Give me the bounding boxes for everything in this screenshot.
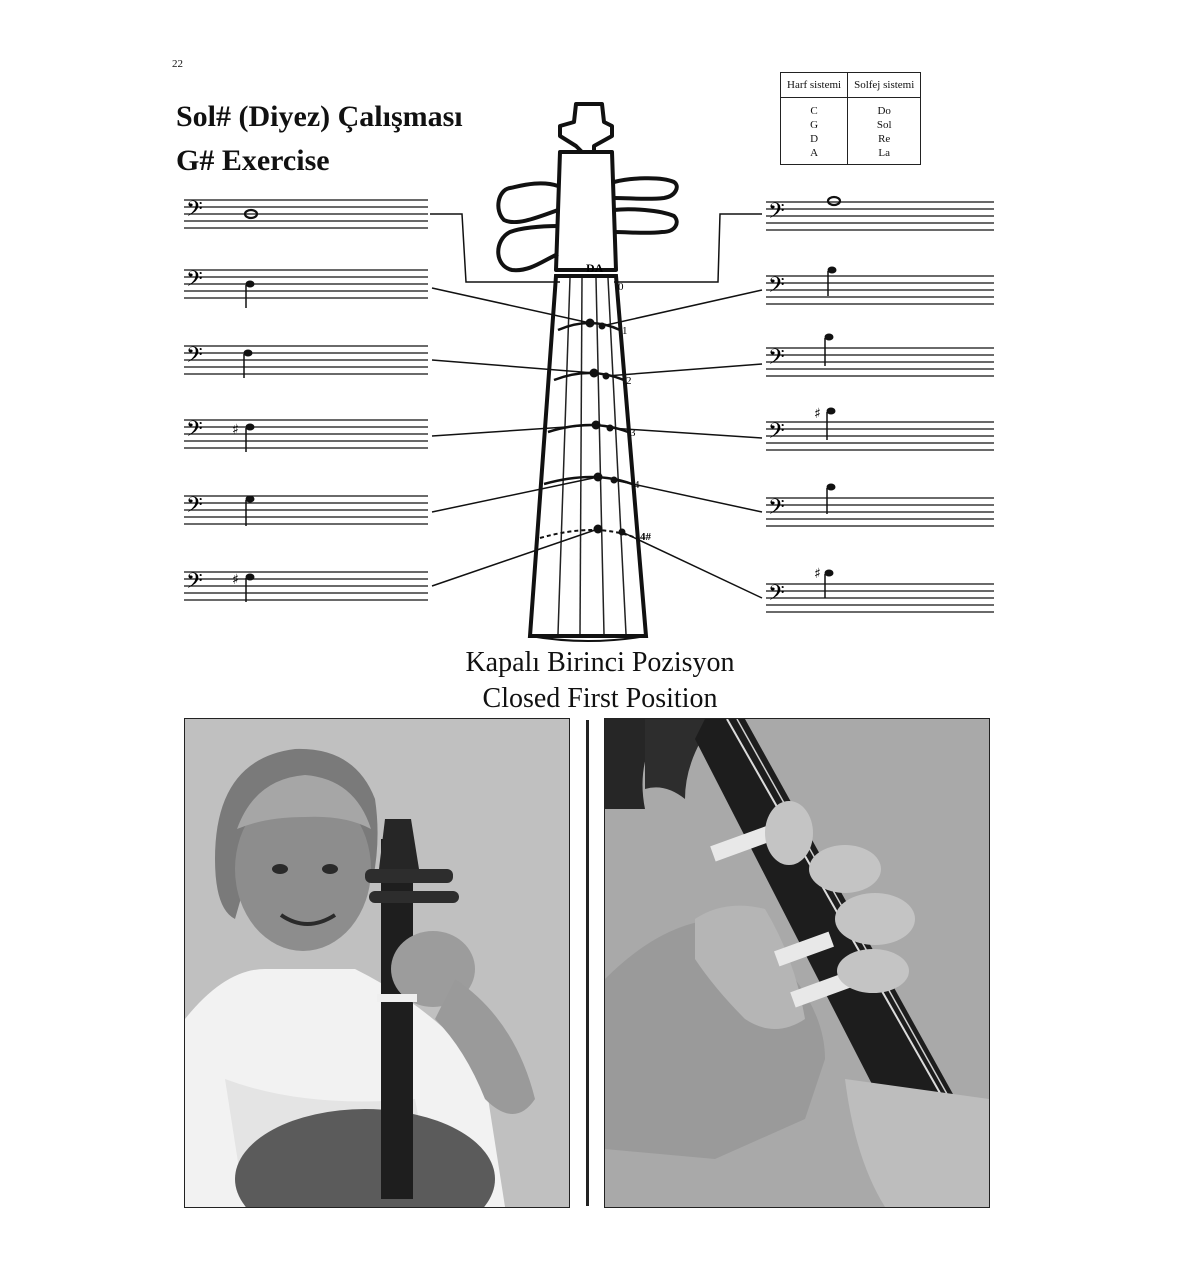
page-title-turkish: Sol# (Diyez) Çalışması [176, 100, 463, 133]
finger-label-2: 2 [626, 375, 632, 387]
staff-right-6 [766, 566, 994, 612]
bass-clef-icon: 𝄢 [186, 343, 203, 373]
bass-clef-icon: 𝄢 [186, 197, 203, 227]
staff-right-1 [766, 197, 994, 230]
caption-turkish: Kapalı Birinci Pozisyon [465, 647, 735, 678]
photo-divider [586, 720, 589, 1206]
finger-label-1: 1 [622, 325, 628, 337]
bass-clef-icon: 𝄢 [186, 493, 203, 523]
tuning-pegs [498, 178, 677, 270]
staff-right-2 [766, 267, 994, 305]
bass-clef-icon: 𝄢 [186, 417, 203, 447]
cello-scroll [556, 104, 616, 270]
caption-english: Closed First Position [482, 683, 718, 714]
right-staves [766, 197, 994, 612]
fingerboard [530, 276, 646, 641]
photo-fingers-on-strings [604, 718, 990, 1208]
staff-right-5 [766, 484, 994, 527]
letter-c: C [810, 105, 818, 117]
page-number: 22 [172, 58, 183, 70]
solfege-sol: Sol [876, 119, 892, 131]
solfege-re: Re [878, 133, 891, 145]
strings-label: DA [586, 261, 604, 275]
sharp-icon: ♯ [814, 406, 821, 422]
whole-note [828, 197, 840, 205]
bass-clef-icon: 𝄢 [768, 419, 785, 449]
staff-right-4 [766, 406, 994, 450]
staff-2 [184, 267, 428, 308]
sharp-icon: ♯ [814, 566, 821, 582]
finger-label-4: 4 [634, 479, 640, 491]
bass-clef-icon: 𝄢 [768, 581, 785, 611]
letter-a: A [810, 147, 819, 159]
staff-4 [184, 417, 428, 452]
staff-5 [184, 493, 428, 526]
bass-clef-icon: 𝄢 [768, 273, 785, 303]
finger-label-3: 3 [630, 427, 636, 439]
sharp-icon: ♯ [232, 422, 239, 438]
finger-label-4-sharp: 4# [640, 531, 651, 543]
bass-clef-icon: 𝄢 [186, 267, 203, 297]
staff-1 [184, 197, 428, 228]
solfege-la: La [878, 147, 890, 159]
sharp-icon: ♯ [232, 572, 239, 588]
bass-clef-icon: 𝄢 [768, 495, 785, 525]
solfege-do: Do [877, 105, 891, 117]
page-title-english: G# Exercise [176, 144, 330, 177]
finger-label-0: 0 [618, 281, 624, 293]
bass-clef-icon: 𝄢 [186, 569, 203, 599]
bass-clef-icon: 𝄢 [768, 345, 785, 375]
header-solfege-system: Solfej sistemi [848, 73, 921, 98]
letter-d: D [810, 133, 819, 145]
staff-3 [184, 343, 428, 378]
bass-clef-icon: 𝄢 [768, 199, 785, 229]
letter-g: G [810, 119, 819, 131]
photo-child-with-cello [184, 718, 570, 1208]
staff-6 [184, 569, 428, 602]
staff-right-3 [766, 334, 994, 377]
left-staves [184, 197, 428, 602]
header-letter-system: Harf sistemi [781, 73, 848, 98]
